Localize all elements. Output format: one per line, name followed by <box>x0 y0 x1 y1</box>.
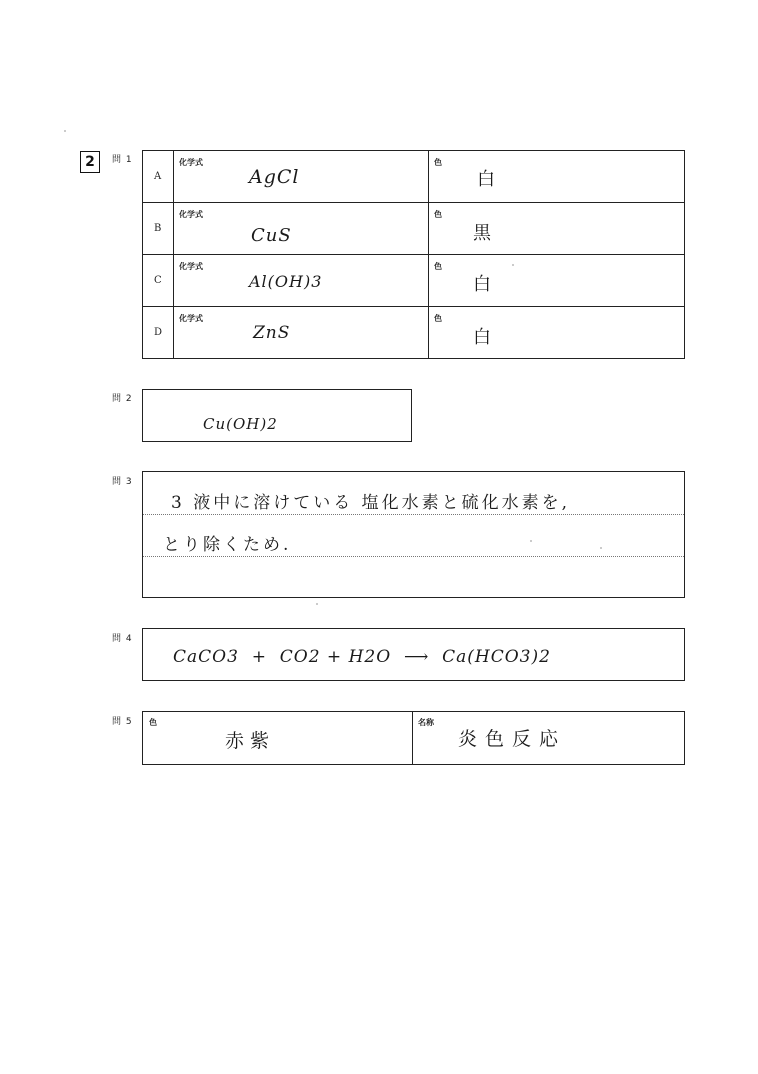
q2-answer-box <box>142 389 412 442</box>
row-c-color-label: 色 <box>434 262 442 271</box>
q3-label: 問 3 <box>112 477 133 487</box>
q3-line-divider <box>143 556 684 557</box>
q4-answer: CaCO3 + CO2 + H2O ⟶ Ca(HCO3)2 <box>173 647 551 667</box>
row-d-color-answer: 白 <box>473 327 492 348</box>
row-c-color-answer: 白 <box>473 274 492 295</box>
q5-color-label: 色 <box>149 718 157 727</box>
row-b-formula-answer: CuS <box>251 225 292 246</box>
row-b-label: B <box>154 223 162 234</box>
scan-speck <box>512 264 514 266</box>
scan-speck <box>316 603 318 605</box>
q5-divider <box>412 712 413 764</box>
row-a-formula-answer: AgCl <box>249 166 300 188</box>
q1-row-divider <box>143 202 684 203</box>
q5-color-answer: 赤紫 <box>225 730 276 752</box>
scan-speck <box>600 547 602 549</box>
q3-line-1: 3 液中に溶けている 塩化水素と硫化水素を, <box>171 493 571 513</box>
q2-answer: Cu(OH)2 <box>203 415 278 433</box>
row-d-color-label: 色 <box>434 314 442 323</box>
row-a-formula-label: 化学式 <box>179 158 203 167</box>
q5-name-label: 名称 <box>418 718 434 727</box>
q1-label: 問 1 <box>112 155 133 165</box>
row-a-color-label: 色 <box>434 158 442 167</box>
row-d-label: D <box>154 327 163 338</box>
row-b-color-answer: 黒 <box>473 223 492 244</box>
q5-label: 問 5 <box>112 717 133 727</box>
row-c-label: C <box>154 275 162 286</box>
row-c-formula-answer: Al(OH)3 <box>249 272 323 291</box>
row-a-label: A <box>154 171 162 182</box>
q4-label: 問 4 <box>112 634 133 644</box>
scan-speck <box>64 130 66 132</box>
q1-row-divider <box>143 254 684 255</box>
q3-line-2: とり除くため. <box>163 535 292 555</box>
row-c-formula-label: 化学式 <box>179 262 203 271</box>
question-number: 2 <box>80 151 100 173</box>
row-d-formula-answer: ZnS <box>253 323 291 343</box>
q5-name-answer: 炎色反応 <box>458 728 567 750</box>
row-a-color-answer: 白 <box>477 169 496 190</box>
scan-speck <box>530 540 532 542</box>
q5-answer-box <box>142 711 685 765</box>
q4-answer-box <box>142 628 685 681</box>
q1-row-divider <box>143 306 684 307</box>
q3-answer-box <box>142 471 685 598</box>
row-d-formula-label: 化学式 <box>179 314 203 323</box>
q2-label: 問 2 <box>112 394 133 404</box>
q1-table <box>142 150 685 359</box>
row-b-formula-label: 化学式 <box>179 210 203 219</box>
row-b-color-label: 色 <box>434 210 442 219</box>
q3-line-divider <box>143 514 684 515</box>
